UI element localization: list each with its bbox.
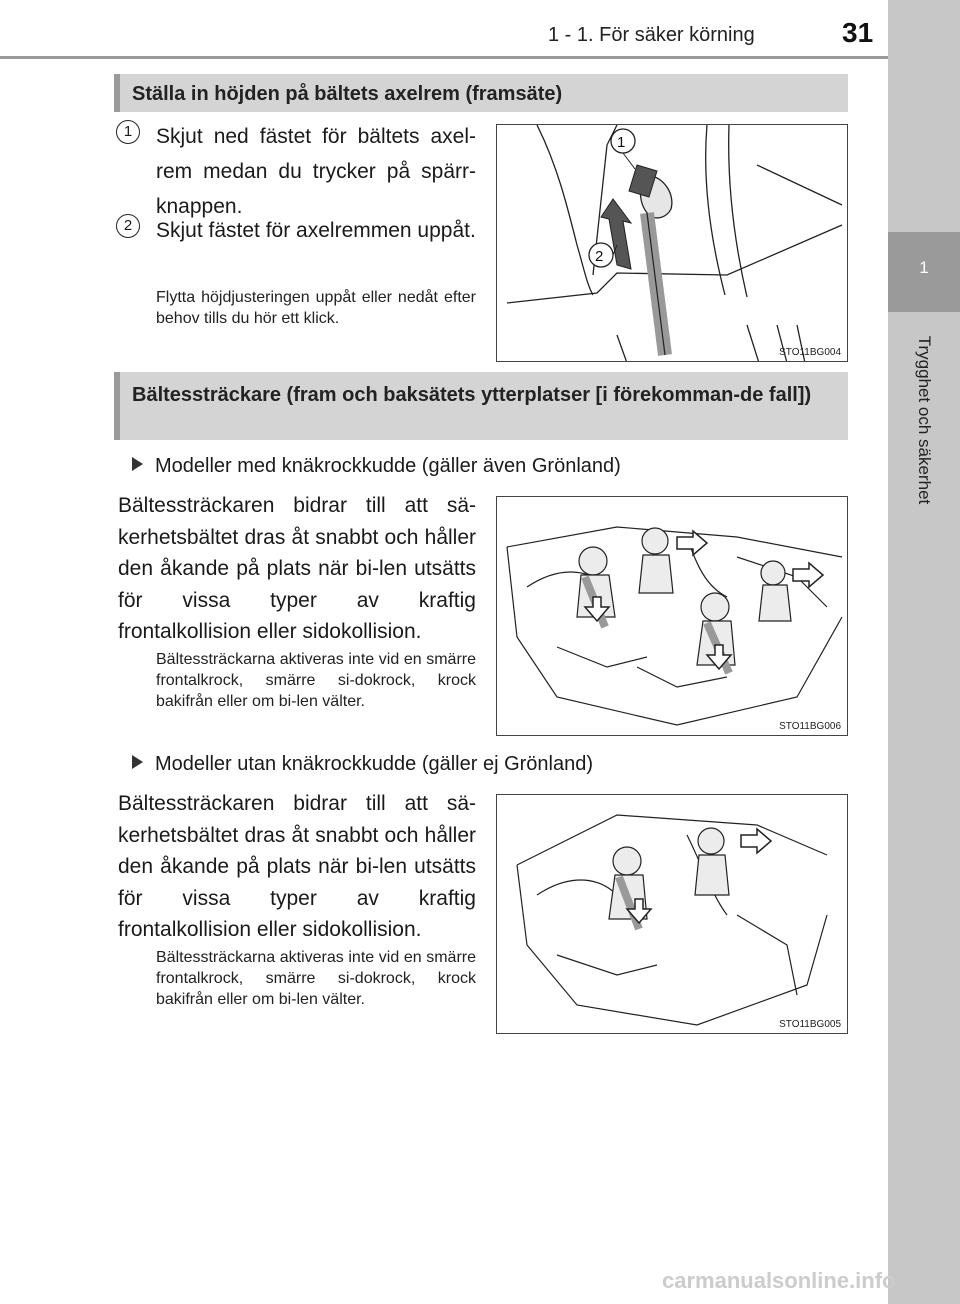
body-paragraph: Bältessträckaren bidrar till att sä-kerhetsbältet dras åt snabbt och håller den åkande på plats när bi-len utsätts för vissa typer av kraftig frontalkollision eller sidokollision. — [118, 494, 476, 643]
note-text: Flytta höjdjusteringen uppåt eller nedåt efter behov tills du hör ett klick. — [156, 289, 476, 327]
step-text: Skjut ned fästet för bältets axel-rem medan du trycker på spärr-knappen. — [156, 125, 476, 218]
chapter-title: Trygghet och säkerhet — [915, 335, 934, 505]
seatbelt-height-adjuster-illustration — [496, 124, 848, 362]
chapter-number: 1 — [919, 258, 929, 277]
model-bullet — [132, 753, 593, 776]
figure-code: STO11BG005 — [779, 1019, 841, 1030]
model-bullet-text: Modeller med knäkrockkudde (gäller även Grönland) — [155, 455, 621, 477]
watermark: carmanualsonline.info — [662, 1268, 896, 1293]
step-text: Skjut fästet för axelremmen uppåt. — [156, 219, 476, 242]
chapter-side-tab — [888, 0, 960, 1304]
running-header: 1 - 1. För säker körning — [548, 24, 755, 46]
callout-number: 2 — [595, 248, 604, 265]
note-text: Bältessträckarna aktiveras inte vid en smärre frontalkrock, smärre si-dokrock, krock bakifrån eller om bi-len välter. — [156, 949, 476, 1008]
triangle-bullet-icon — [132, 457, 143, 471]
page-number: 31 — [842, 17, 874, 48]
section-heading: Ställa in höjden på bältets axelrem (framsäte) — [114, 74, 848, 112]
figure-code: STO11BG006 — [779, 721, 841, 732]
pretensioner-without-knee-airbag-illustration — [496, 794, 848, 1034]
callout-number: 1 — [617, 134, 626, 151]
step-number-badge: 1 — [116, 120, 140, 144]
model-bullet — [132, 455, 621, 478]
step-number-badge: 2 — [116, 214, 140, 238]
model-bullet-text: Modeller utan knäkrockkudde (gäller ej Grönland) — [155, 753, 594, 775]
pretensioner-with-knee-airbag-illustration — [496, 496, 848, 736]
figure-code: STO11BG004 — [779, 347, 841, 358]
header-rule — [0, 56, 888, 59]
note-text: Bältessträckarna aktiveras inte vid en smärre frontalkrock, smärre si-dokrock, krock bakifrån eller om bi-len välter. — [156, 651, 476, 710]
section-heading: Bältessträckare (fram och baksätets ytterplatser [i förekomman-de fall]) — [114, 372, 848, 440]
body-paragraph: Bältessträckaren bidrar till att sä-kerhetsbältet dras åt snabbt och håller den åkande på plats när bi-len utsätts för vissa typer av kraftig frontalkollision eller sidokollision. — [118, 792, 476, 941]
triangle-bullet-icon — [132, 755, 143, 769]
